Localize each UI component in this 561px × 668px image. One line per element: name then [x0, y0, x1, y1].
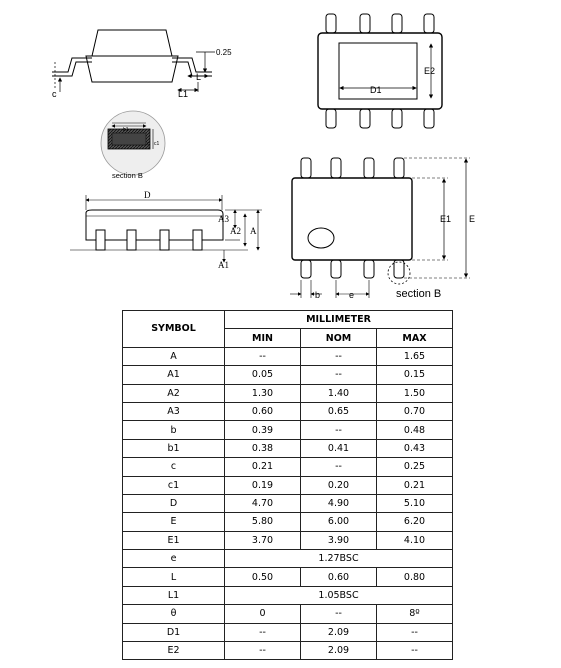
symbol-cell: A2: [123, 384, 225, 402]
symbol-cell: A1: [123, 366, 225, 384]
min-header: MIN: [225, 329, 301, 347]
symbol-cell: D: [123, 494, 225, 512]
table-row: [123, 366, 453, 384]
dimension-table: [122, 310, 453, 660]
symbol-cell: c: [123, 458, 225, 476]
table-row: [123, 439, 453, 457]
min-cell: 0: [225, 605, 301, 623]
section-b-label-c: c: [147, 141, 150, 147]
nom-header: NOM: [301, 329, 377, 347]
symbol-cell: E2: [123, 642, 225, 660]
side-view-body: [92, 30, 172, 56]
section-b-label-b1: b1: [123, 127, 129, 133]
min-cell: --: [225, 642, 301, 660]
min-cell: 3.70: [225, 531, 301, 549]
table-row: [123, 605, 453, 623]
max-cell: 8º: [377, 605, 453, 623]
max-header: MAX: [377, 329, 453, 347]
profile-label-a3: A3: [218, 214, 229, 224]
table-row: [123, 642, 453, 660]
section-b-caption: section B: [112, 171, 143, 180]
max-cell: 1.65: [377, 347, 453, 365]
section-b-label-c1: c1: [154, 141, 160, 147]
symbol-cell: E: [123, 513, 225, 531]
symbol-cell: A: [123, 347, 225, 365]
table-row: [123, 458, 453, 476]
min-cell: --: [225, 623, 301, 641]
nom-cell: --: [301, 421, 377, 439]
table-row: [123, 568, 453, 586]
side-view-body-lower: [86, 56, 178, 82]
min-cell: 0.39: [225, 421, 301, 439]
symbol-cell: E1: [123, 531, 225, 549]
table-row: [123, 384, 453, 402]
bottom-label-e2: E2: [424, 66, 436, 76]
min-cell: 0.05: [225, 366, 301, 384]
symbol-cell: A3: [123, 402, 225, 420]
table-row: [123, 513, 453, 531]
nom-cell: 2.09: [301, 623, 377, 641]
table-body: [123, 347, 453, 660]
table-row: [123, 531, 453, 549]
nom-cell: 3.90: [301, 531, 377, 549]
profile-label-d: D: [144, 190, 151, 200]
top-label-pitch-e: e: [349, 290, 355, 300]
top-label-e1: E1: [440, 214, 452, 224]
nom-cell: 0.20: [301, 476, 377, 494]
nom-cell: --: [301, 366, 377, 384]
min-cell: 5.80: [225, 513, 301, 531]
profile-label-a2: A2: [230, 226, 241, 236]
max-cell: 1.50: [377, 384, 453, 402]
max-cell: 0.21: [377, 476, 453, 494]
side-view-label-0.25: 0.25: [216, 48, 232, 57]
max-cell: --: [377, 623, 453, 641]
table-row: [123, 623, 453, 641]
symbol-cell: L: [123, 568, 225, 586]
max-cell: 0.25: [377, 458, 453, 476]
nom-cell: 0.65: [301, 402, 377, 420]
bsc-value-cell: 1.05BSC: [225, 586, 453, 604]
symbol-cell: b: [123, 421, 225, 439]
nom-cell: --: [301, 458, 377, 476]
min-cell: 0.60: [225, 402, 301, 420]
max-cell: 0.48: [377, 421, 453, 439]
top-section-b-label: section B: [396, 288, 442, 300]
min-cell: 0.21: [225, 458, 301, 476]
max-cell: 6.20: [377, 513, 453, 531]
bsc-value-cell: 1.27BSC: [225, 550, 453, 568]
table-row: [123, 402, 453, 420]
min-cell: 0.38: [225, 439, 301, 457]
symbol-cell: b1: [123, 439, 225, 457]
symbol-cell: L1: [123, 586, 225, 604]
max-cell: 0.15: [377, 366, 453, 384]
package-drawings: [0, 0, 561, 310]
side-view: [52, 30, 215, 92]
side-view-right-lead: [172, 58, 212, 76]
max-cell: 5.10: [377, 494, 453, 512]
max-cell: --: [377, 642, 453, 660]
symbol-cell: D1: [123, 623, 225, 641]
bottom-label-d1: D1: [370, 85, 382, 95]
side-view-left-lead: [52, 58, 92, 76]
max-cell: 0.43: [377, 439, 453, 457]
max-cell: 4.10: [377, 531, 453, 549]
unit-header: MILLIMETER: [225, 311, 453, 329]
profile-label-a: A: [250, 226, 257, 236]
nom-cell: --: [301, 605, 377, 623]
max-cell: 0.80: [377, 568, 453, 586]
symbol-cell: e: [123, 550, 225, 568]
nom-cell: 1.40: [301, 384, 377, 402]
symbol-cell: θ: [123, 605, 225, 623]
symbol-cell: c1: [123, 476, 225, 494]
nom-cell: 2.09: [301, 642, 377, 660]
table-row: [123, 421, 453, 439]
nom-cell: 0.60: [301, 568, 377, 586]
top-view: [290, 158, 470, 298]
table-header-row: [123, 311, 453, 329]
table-row: [123, 476, 453, 494]
min-cell: 0.19: [225, 476, 301, 494]
min-cell: 1.30: [225, 384, 301, 402]
nom-cell: 4.90: [301, 494, 377, 512]
max-cell: 0.70: [377, 402, 453, 420]
top-label-b: b: [315, 290, 321, 300]
min-cell: 0.50: [225, 568, 301, 586]
profile-label-a1: A1: [218, 260, 229, 270]
table-row: [123, 494, 453, 512]
nom-cell: --: [301, 347, 377, 365]
side-view-label-l: L: [196, 72, 202, 82]
top-label-e: E: [469, 214, 476, 224]
nom-cell: 6.00: [301, 513, 377, 531]
table-row: [123, 550, 453, 568]
min-cell: 4.70: [225, 494, 301, 512]
table-row: [123, 347, 453, 365]
min-cell: --: [225, 347, 301, 365]
side-view-label-l1: L1: [178, 89, 189, 99]
symbol-header: SYMBOL: [123, 311, 225, 348]
nom-cell: 0.41: [301, 439, 377, 457]
table-row: [123, 586, 453, 604]
side-view-label-c: c: [52, 89, 57, 99]
